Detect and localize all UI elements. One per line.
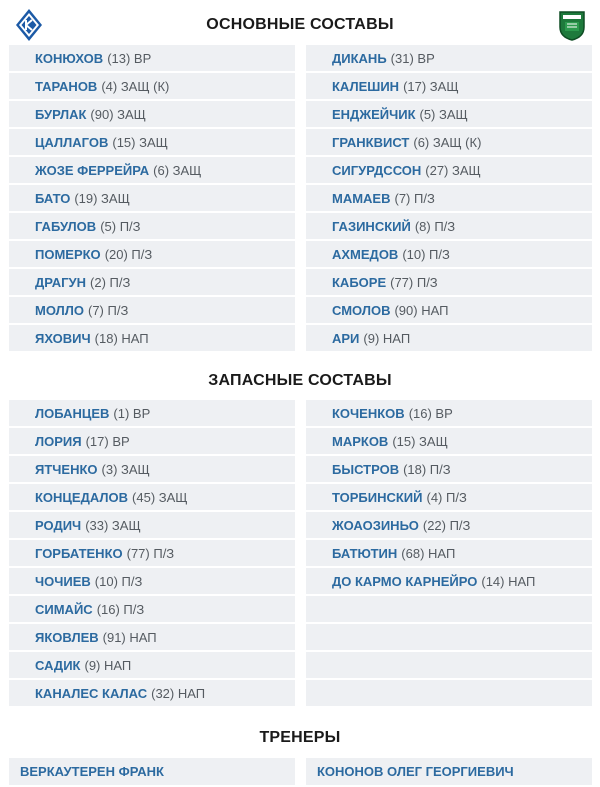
player-number-position: (9) НАП [84, 657, 132, 673]
player-number-position: (8) П/З [414, 218, 456, 234]
player-name-link[interactable]: КОНЦЕДАЛОВ [35, 489, 129, 505]
player-name-link[interactable]: ДИКАНЬ [332, 50, 387, 66]
player-name-link[interactable]: КОЧЕНКОВ [332, 405, 405, 421]
player-name-link[interactable]: ГАЗИНСКИЙ [332, 218, 411, 234]
player-name-link[interactable]: ТОРБИНСКИЙ [332, 489, 423, 505]
player-number-position: (6) ЗАЩ [153, 162, 202, 178]
player-name-link[interactable]: СИГУРДССОН [332, 162, 422, 178]
player-row [306, 73, 592, 101]
player-row [9, 325, 295, 353]
substitutes-away-list [306, 400, 592, 708]
player-name-link[interactable]: ЦАЛЛАГОВ [35, 134, 109, 150]
player-name-link[interactable]: БАТЮТИН [332, 545, 398, 561]
player-name-link[interactable]: МОЛЛО [35, 302, 84, 318]
player-name-link[interactable]: МАРКОВ [332, 433, 389, 449]
player-row [9, 456, 295, 484]
starting-lineups-title: ОСНОВНЫЕ СОСТАВЫ [206, 16, 394, 33]
player-number-position: (17) ВР [85, 433, 130, 449]
player-name-link[interactable]: КАЛЕШИН [332, 78, 400, 94]
player-row [9, 428, 295, 456]
player-row [9, 512, 295, 540]
player-number-position: (68) НАП [401, 545, 456, 561]
player-number-position: (19) ЗАЩ [74, 190, 130, 206]
player-number-position: (20) П/З [104, 246, 153, 262]
empty-row [306, 680, 592, 708]
player-row [306, 45, 592, 73]
player-number-position: (9) НАП [363, 330, 411, 346]
player-name-link[interactable]: КАНАЛЕС КАЛАС [35, 685, 148, 701]
player-row [9, 297, 295, 325]
player-row [9, 596, 295, 624]
player-row [306, 241, 592, 269]
starting-away-list [306, 45, 592, 353]
player-row [9, 652, 295, 680]
player-name-link[interactable]: ЖОАОЗИНЬО [332, 517, 419, 533]
player-number-position: (77) П/З [390, 274, 438, 290]
player-row [9, 129, 295, 157]
player-number-position: (4) П/З [426, 489, 467, 505]
player-row [306, 185, 592, 213]
player-row [306, 484, 592, 512]
player-number-position: (7) П/З [394, 190, 435, 206]
player-name-link[interactable]: ГАБУЛОВ [35, 218, 97, 234]
player-row [9, 213, 295, 241]
player-row [306, 512, 592, 540]
player-name-link[interactable]: КАБОРЕ [332, 274, 387, 290]
player-number-position: (1) ВР [113, 405, 151, 421]
player-row [9, 269, 295, 297]
player-name-link[interactable]: СИМАЙС [35, 601, 93, 617]
player-row [9, 241, 295, 269]
player-number-position: (90) ЗАЩ [90, 106, 146, 122]
coach-away[interactable]: КОНОНОВ ОЛЕГ ГЕОРГИЕВИЧ [306, 758, 592, 785]
player-number-position: (45) ЗАЩ [132, 489, 188, 505]
player-row [9, 680, 295, 708]
player-row [9, 101, 295, 129]
substitutes-title: ЗАПАСНЫЕ СОСТАВЫ [208, 372, 392, 389]
player-name-link[interactable]: ПОМЕРКО [35, 246, 101, 262]
player-name-link[interactable]: ЖОЗЕ ФЕРРЕЙРА [35, 162, 150, 178]
empty-row [306, 652, 592, 680]
player-row [306, 297, 592, 325]
player-row [9, 624, 295, 652]
player-number-position: (7) П/З [87, 302, 129, 318]
player-number-position: (14) НАП [481, 573, 536, 589]
player-name-link[interactable]: АХМЕДОВ [332, 246, 399, 262]
player-row [306, 456, 592, 484]
player-name-link[interactable]: РОДИЧ [35, 517, 82, 533]
player-number-position: (16) ВР [408, 405, 453, 421]
player-row [306, 157, 592, 185]
player-name-link[interactable]: БЫСТРОВ [332, 461, 400, 477]
empty-row [306, 624, 592, 652]
player-row [306, 101, 592, 129]
player-name-link[interactable]: САДИК [35, 657, 81, 673]
player-row [9, 157, 295, 185]
player-row [306, 325, 592, 353]
player-name-link[interactable]: ДО КАРМО КАРНЕЙРО [332, 573, 478, 589]
coach-home[interactable]: ВЕРКАУТЕРЕН ФРАНК [9, 758, 295, 785]
player-row [9, 400, 295, 428]
player-number-position: (77) П/З [126, 545, 175, 561]
player-row [9, 484, 295, 512]
empty-row [306, 596, 592, 624]
player-name-link[interactable]: ГРАНКВИСТ [332, 134, 410, 150]
player-row [9, 568, 295, 596]
player-name-link[interactable]: КОНЮХОВ [35, 50, 104, 66]
player-row [9, 185, 295, 213]
player-number-position: (32) НАП [151, 685, 206, 701]
substitutes-home-list [9, 400, 295, 708]
starting-home-list [9, 45, 295, 353]
player-name-link[interactable]: ГОРБАТЕНКО [35, 545, 123, 561]
player-row [306, 213, 592, 241]
player-number-position: (17) ЗАЩ [403, 78, 459, 94]
player-number-position: (18) П/З [403, 461, 451, 477]
player-number-position: (3) ЗАЩ [101, 461, 150, 477]
player-name-link[interactable]: МАМАЕВ [332, 190, 391, 206]
player-number-position: (27) ЗАЩ [425, 162, 481, 178]
player-name-link[interactable]: ЯХОВИЧ [35, 330, 91, 346]
player-number-position: (22) П/З [422, 517, 471, 533]
player-row [306, 269, 592, 297]
player-row [306, 129, 592, 157]
player-row [9, 540, 295, 568]
player-name-link[interactable]: ТАРАНОВ [35, 78, 98, 94]
player-number-position: (15) ЗАЩ [392, 433, 448, 449]
player-number-position: (5) П/З [100, 218, 141, 234]
player-row [306, 400, 592, 428]
player-name-link[interactable]: ЛОБАНЦЕВ [35, 405, 110, 421]
player-name-link[interactable]: СМОЛОВ [332, 302, 391, 318]
player-number-position: (13) ВР [107, 50, 152, 66]
player-number-position: (33) ЗАЩ [85, 517, 141, 533]
player-row [9, 73, 295, 101]
player-number-position: (91) НАП [102, 629, 157, 645]
player-number-position: (18) НАП [94, 330, 149, 346]
coaches-title: ТРЕНЕРЫ [259, 729, 341, 746]
player-name-link[interactable]: БУРЛАК [35, 106, 87, 122]
player-name-link[interactable]: ЯТЧЕНКО [35, 461, 98, 477]
player-number-position: (2) П/З [90, 274, 131, 290]
player-number-position: (31) ВР [390, 50, 435, 66]
player-name-link[interactable]: ЛОРИЯ [35, 433, 82, 449]
player-number-position: (6) ЗАЩ (К) [413, 134, 482, 150]
player-name-link[interactable]: ЯКОВЛЕВ [35, 629, 99, 645]
player-number-position: (15) ЗАЩ [112, 134, 168, 150]
player-number-position: (5) ЗАЩ [419, 106, 468, 122]
player-name-link[interactable]: АРИ [332, 330, 360, 346]
player-name-link[interactable]: ЧОЧИЕВ [35, 573, 91, 589]
player-row [306, 568, 592, 596]
player-row [306, 428, 592, 456]
player-row [9, 45, 295, 73]
player-number-position: (4) ЗАЩ (К) [101, 78, 170, 94]
player-number-position: (10) П/З [402, 246, 450, 262]
player-number-position: (16) П/З [96, 601, 145, 617]
player-name-link[interactable]: ДРАГУН [35, 274, 87, 290]
player-name-link[interactable]: ЕНДЖЕЙЧИК [332, 106, 416, 122]
coach-home-col [9, 758, 295, 785]
coach-away-col [306, 758, 592, 785]
player-name-link[interactable]: БАТО [35, 190, 71, 206]
player-row [306, 540, 592, 568]
player-number-position: (90) НАП [394, 302, 449, 318]
player-number-position: (10) П/З [94, 573, 143, 589]
